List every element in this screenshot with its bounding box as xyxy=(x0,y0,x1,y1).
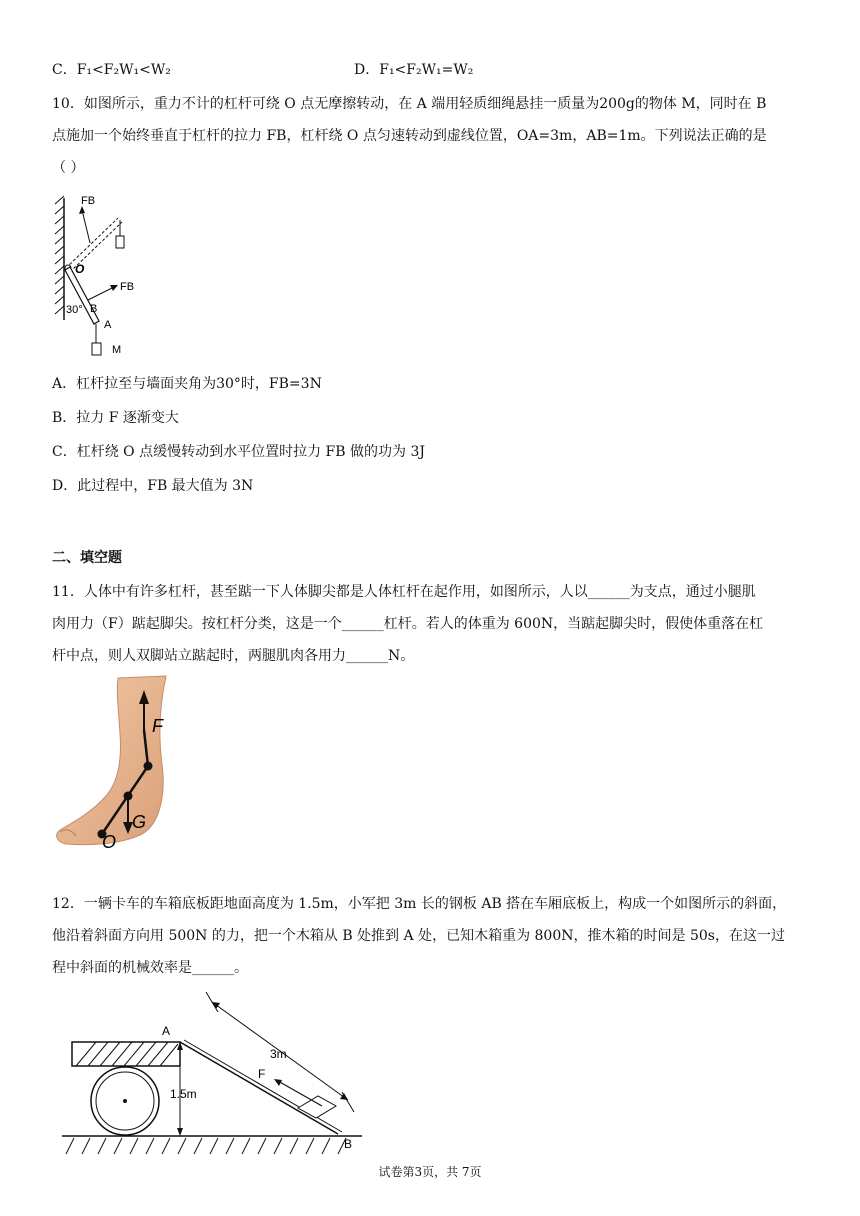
option-d-prev: D．F₁<F₂W₁=W₂ xyxy=(354,62,474,78)
svg-text:FB: FB xyxy=(81,195,96,207)
svg-text:1.5m: 1.5m xyxy=(170,1087,197,1101)
q12-incline-figure xyxy=(52,988,372,1160)
q10-option-c: C．杠杆绕 O 点缓慢转动到水平位置时拉力 FB 做的功为 3J xyxy=(52,444,425,460)
q11-stem-line2: 肉用力（F）踮起脚尖。按杠杆分类，这是一个______杠杆。若人的体重为 600N，当踮起脚尖时，假使体重落在杠 xyxy=(52,616,764,632)
q10-stem-line2: 点施加一个始终垂直于杠杆的拉力 FB，杠杆绕 O 点匀速转动到虚线位置，OA=3m，AB=1m。下列说法正确的是 xyxy=(52,128,767,144)
svg-text:3m: 3m xyxy=(270,1047,287,1061)
q10-stem-line3: （ ） xyxy=(52,160,85,176)
q12-stem-line2: 他沿着斜面方向用 500N 的力，把一个木箱从 B 处推到 A 处，已知木箱重为 800N，推木箱的时间是 50s，在这一过 xyxy=(52,928,785,944)
svg-text:M: M xyxy=(112,344,122,356)
q12-stem-line3: 程中斜面的机械效率是______。 xyxy=(52,960,248,976)
q10-lever-figure xyxy=(52,188,142,358)
svg-text:FB: FB xyxy=(120,281,135,293)
q10-option-b: B．拉力 F 逐渐变大 xyxy=(52,410,179,426)
svg-text:A: A xyxy=(104,319,112,331)
q10-option-a: A．杠杆拉至与墙面夹角为30°时，FB=3N xyxy=(52,376,322,392)
q10-option-d: D．此过程中，FB 最大值为 3N xyxy=(52,478,254,494)
svg-text:30°: 30° xyxy=(66,304,83,316)
svg-text:O: O xyxy=(102,832,117,850)
option-c-prev: C．F₁<F₂W₁<W₂ xyxy=(52,62,171,78)
svg-text:F: F xyxy=(258,1067,266,1081)
q11-foot-figure xyxy=(52,674,192,850)
section-title: 二、填空题 xyxy=(52,550,122,566)
svg-text:A: A xyxy=(162,1024,171,1038)
q11-stem-line1: 11．人体中有许多杠杆，甚至踮一下人体脚尖都是人体杠杆在起作用，如图所示，人以______为支点，通过小腿肌 xyxy=(52,584,756,600)
q10-stem-line1: 10．如图所示，重力不计的杠杆可绕 O 点无摩擦转动，在 A 端用轻质细绳悬挂一质量为200g的物体 M，同时在 B xyxy=(52,96,767,112)
svg-text:G: G xyxy=(132,812,147,832)
page-footer: 试卷第3页，共 7页 xyxy=(378,1165,482,1179)
svg-text:B: B xyxy=(344,1137,353,1151)
q11-stem-line3: 杆中点，则人双脚站立踮起时，两腿肌肉各用力______N。 xyxy=(52,648,415,664)
svg-text:F: F xyxy=(152,716,163,736)
q12-stem-line1: 12．一辆卡车的车箱底板距地面高度为 1.5m，小军把 3m 长的钢板 AB 搭在车厢底板上，构成一个如图所示的斜面， xyxy=(52,896,787,912)
svg-text:O: O xyxy=(75,262,85,276)
svg-text:B: B xyxy=(90,303,98,315)
